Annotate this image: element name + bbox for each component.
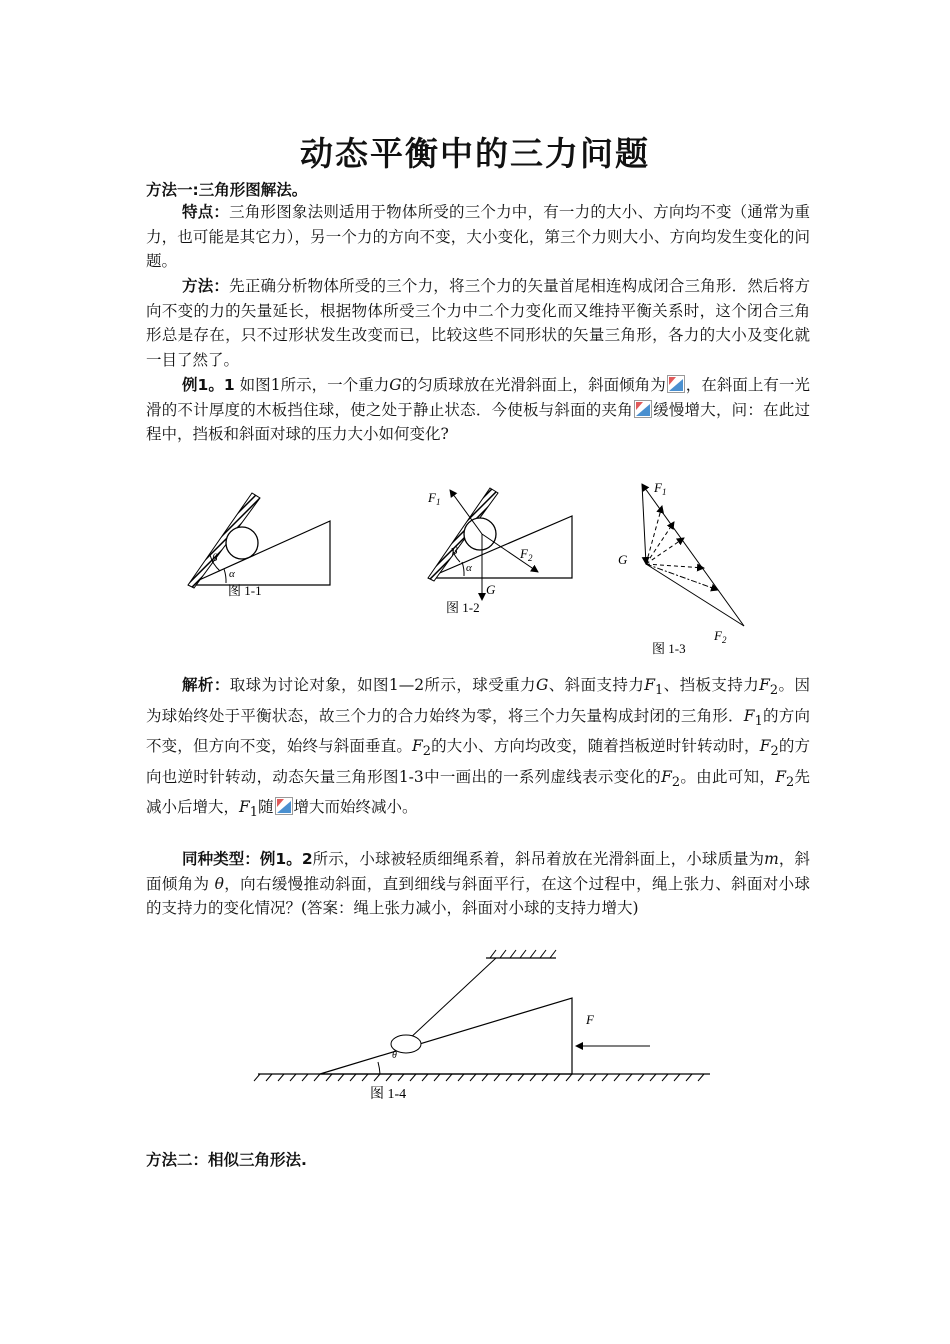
analysis-paragraph (146, 673, 810, 826)
figure-1-3-caption: 图 1-3 (652, 641, 686, 656)
analysis-text: 取球为讨论对象，如图1—2所示，球受重力 (229, 676, 536, 694)
example1-text-a: 如图1所示，一个重力 (234, 376, 390, 394)
similar-text: ，斜面倾角为 (146, 850, 810, 893)
figure-1-1 (180, 485, 340, 605)
analysis-text: 的大小、方向均改变，随着挡板逆时针转动时， (430, 737, 760, 756)
broken-image-icon (275, 797, 293, 815)
broken-image-icon (634, 400, 652, 418)
G-label: G (618, 552, 628, 567)
analysis-F: F (661, 767, 672, 786)
example1-text-c: ，在斜面上有一光滑的不计厚度的木板挡住球，使之处于静止状态．今使板与斜面的夹角 (146, 376, 810, 419)
F1-label: $F_1$ (654, 480, 667, 497)
feature-text: 三角形图象法则适用于物体所受的三个力中，有一力的大小、方向均不变（通常为重力，也可能是其它力），另一个力的方向不变，大小变化，第三个力则大小、方向均发生变化的问题。 (146, 203, 810, 270)
theta-label: θ (392, 1050, 397, 1061)
F-label: F (586, 1012, 594, 1027)
similar-m: m (764, 850, 779, 868)
figure-1-1-caption: 图 1-1 (228, 583, 262, 598)
beta-label: β (452, 545, 458, 557)
example1-text-b: 的匀质球放在光滑斜面上，斜面倾角为 (401, 376, 666, 394)
alpha-label: α (229, 568, 235, 580)
example1-G: G (389, 376, 402, 394)
analysis-sub: 2 (785, 774, 795, 790)
feature-label: 特点： (182, 203, 230, 221)
analysis-text: 的方向也逆时针转动，动态矢量三角形图1-3中一画出的一系列虚线表示变化的 (146, 737, 810, 786)
analysis-sub: 2 (671, 774, 681, 790)
similar-label: 同种类型：例1。2 (182, 850, 313, 868)
analysis-F: F (743, 706, 755, 725)
F1-label: $F_1$ (428, 490, 441, 507)
alpha-label: α (466, 562, 472, 574)
example1-text-d: 缓慢增大，问：在此过程中，挡板和斜面对球的压力大小如何变化? (146, 400, 810, 443)
analysis-sub: 1 (249, 805, 258, 821)
example1-label: 例1。1 (182, 376, 235, 394)
broken-image-icon (667, 375, 685, 393)
figure-1-2 (420, 482, 580, 617)
analysis-text: 先减小后增大， (146, 767, 810, 817)
analysis-sub: 2 (422, 744, 431, 760)
similar-theta: θ (214, 874, 224, 893)
analysis-F: F (759, 737, 771, 756)
analysis-F: F (644, 676, 656, 694)
F2-label: $F_2$ (520, 546, 533, 563)
analysis-text: 。由此可知， (680, 767, 776, 786)
similar-paragraph (146, 847, 810, 921)
method-paragraph (146, 274, 810, 372)
analysis-text: 的方向不变，但方向不变，始终与斜面垂直。 (146, 706, 810, 756)
figure-1-2-caption: 图 1-2 (446, 600, 480, 615)
figure-1-4-caption: 图 1-4 (370, 1087, 407, 1102)
analysis-text: 、挡板支持力 (663, 676, 760, 694)
analysis-text: 。因为球始终处于平衡状态，故三个力的合力始终为零，将三个力矢量构成封闭的三角形． (146, 676, 810, 725)
analysis-label: 解析： (182, 676, 230, 694)
beta-label: β (212, 552, 218, 564)
method-label: 方法： (182, 277, 230, 295)
analysis-F: F (411, 737, 423, 756)
G-label: G (486, 582, 496, 597)
analysis-G: G (535, 676, 549, 694)
method2-heading: 方法二：相似三角形法. (146, 1151, 307, 1169)
analysis-sub: 1 (754, 713, 763, 729)
analysis-text: 、斜面支持力 (548, 676, 645, 694)
analysis-F: F (775, 767, 786, 786)
analysis-sub: 2 (769, 683, 779, 699)
similar-text: ，向右缓慢推动斜面，直到细线与斜面平行，在这个过程中，绳上张力、斜面对小球的支持力的变化情况？(答案：绳上张力减小，斜面对小球的支持力增大) (146, 874, 810, 917)
example1-paragraph (146, 373, 810, 447)
analysis-sub: 2 (770, 744, 779, 760)
method-text: 先正确分析物体所受的三个力，将三个力的矢量首尾相连构成闭合三角形．然后将方向不变的力的矢量延长，根据物体所受三个力中二个力变化而又维持平衡关系时，这个闭合三角形总是存在，只不过形状发生改变而已，比较这些不同形状的矢量三角形，各力的大小及变化就一目了然了。 (146, 277, 810, 369)
similar-text: 所示，小球被轻质细绳系着，斜吊着放在光滑斜面上，小球质量为 (312, 850, 765, 868)
figure-1-4 (250, 948, 720, 1108)
feature-paragraph (146, 200, 810, 274)
analysis-text: 随 (258, 798, 274, 817)
F2-label: $F_2$ (714, 628, 727, 645)
page-title: 动态平衡中的三力问题 (300, 134, 650, 173)
method1-heading: 方法一:三角形图解法。 (146, 181, 308, 199)
analysis-text: 增大而始终减小。 (293, 798, 418, 817)
figure-1-3 (612, 476, 762, 661)
analysis-sub: 1 (655, 683, 664, 699)
analysis-F: F (759, 676, 770, 694)
analysis-F: F (239, 798, 250, 817)
